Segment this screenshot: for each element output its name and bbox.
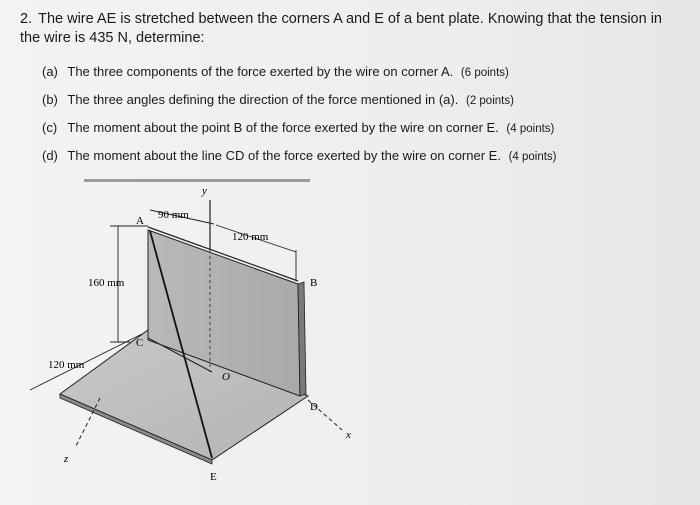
part-tag: (d) <box>42 148 58 163</box>
dim-120-top: 120 mm <box>232 231 269 243</box>
part-text: The three angles defining the direction of the force mentioned in (a). <box>67 92 459 107</box>
copyright-strip <box>84 179 310 182</box>
part-a <box>42 62 682 90</box>
part-b <box>42 90 682 118</box>
part-text: The moment about the line CD of the force exerted by the wire on corner E. <box>67 148 501 163</box>
part-c <box>42 118 682 146</box>
bent-plate-figure <box>0 166 420 505</box>
part-points: (2 points) <box>465 95 514 107</box>
part-points: (6 points) <box>460 67 509 79</box>
problem-text: The wire AE is stretched between the corners A and E of a bent plate. Knowing that the tension in the wire is 435 N, determine: <box>20 11 662 46</box>
label-b: B <box>310 277 318 289</box>
dim-120-left: 120 mm <box>48 359 85 371</box>
dim-90: 90 mm <box>158 209 189 221</box>
label-o: O <box>222 371 230 383</box>
label-e: E <box>210 471 217 483</box>
label-d: D <box>310 401 318 413</box>
part-tag: (a) <box>42 64 58 79</box>
dim-160: 160 mm <box>88 277 125 289</box>
label-a: A <box>136 215 144 227</box>
part-text: The moment about the point B of the force exerted by the wire on corner E. <box>67 120 499 135</box>
label-c: C <box>136 337 144 349</box>
parts-list <box>42 62 682 174</box>
part-points: (4 points) <box>508 151 557 163</box>
part-tag: (b) <box>42 92 58 107</box>
part-tag: (c) <box>42 120 58 135</box>
label-x: x <box>346 429 351 441</box>
label-y: y <box>202 185 207 197</box>
label-z: z <box>64 453 69 465</box>
problem-statement <box>20 10 680 48</box>
part-points: (4 points) <box>506 123 555 135</box>
problem-number: 2. <box>20 11 33 27</box>
part-text: The three components of the force exerted by the wire on corner A. <box>67 64 454 79</box>
